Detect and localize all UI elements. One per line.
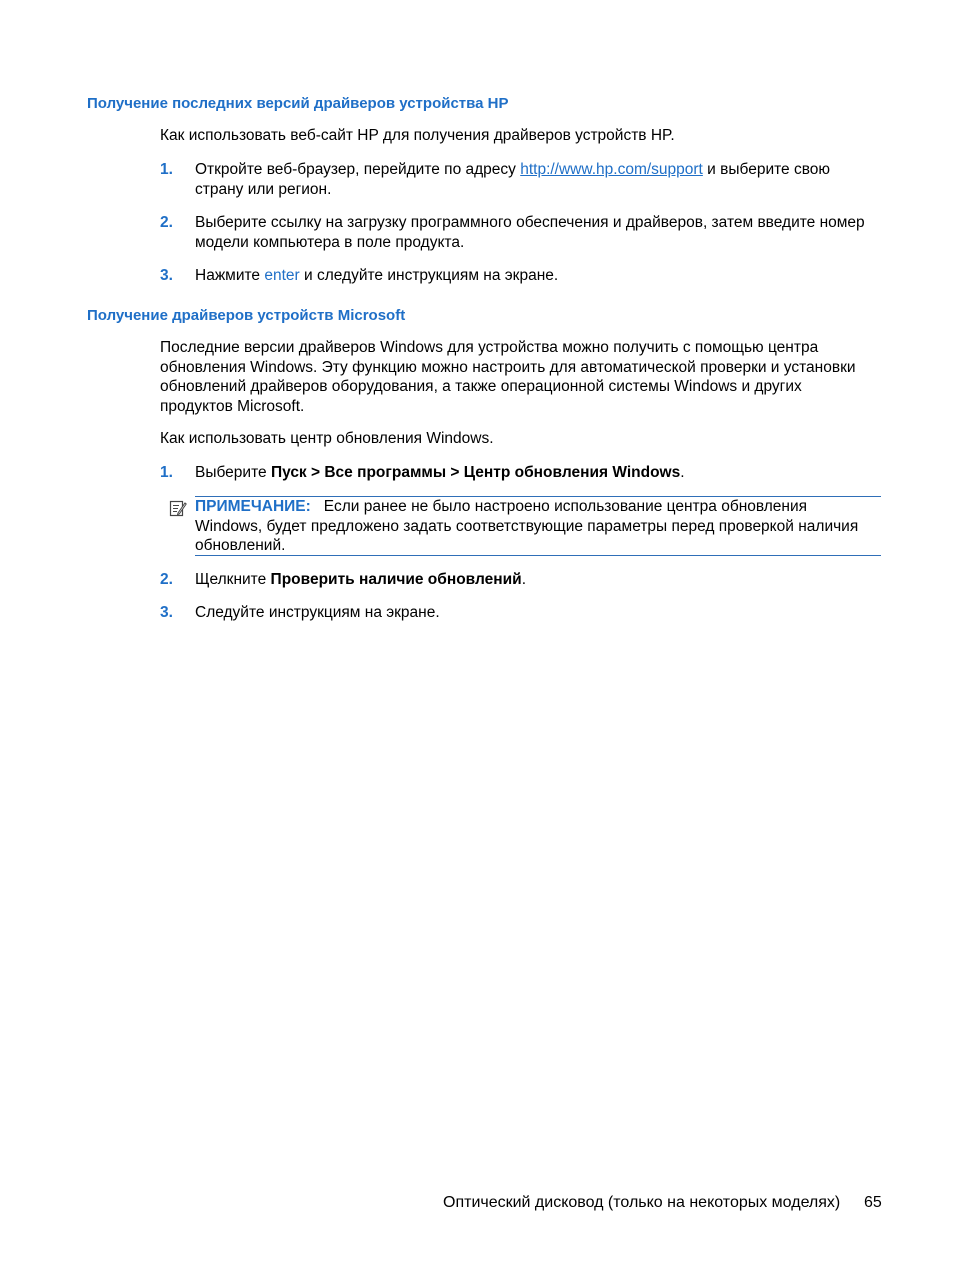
step-text-part: . [680, 464, 685, 481]
footer-title: Оптический дисковод (только на некоторых моделях) [443, 1194, 841, 1211]
paragraph-line: продуктов Microsoft. [160, 397, 305, 415]
menu-path: Пуск > Все программы > Центр обновления Windows [270, 464, 681, 481]
step-text [195, 463, 685, 483]
step-text [195, 160, 895, 199]
step-number: 1. [160, 464, 173, 481]
step-text [195, 213, 895, 252]
step-text-part: . [521, 571, 526, 588]
step-text-part: Выберите [195, 464, 271, 481]
step-number: 3. [160, 604, 173, 621]
note-bottom-rule [195, 555, 881, 556]
step-number: 3. [160, 267, 173, 284]
step-text-part: Щелкните [195, 571, 271, 588]
section-paragraph [160, 338, 890, 416]
section-heading-microsoft-drivers: Получение драйверов устройств Microsoft [87, 307, 406, 324]
note-label: ПРИМЕЧАНИЕ: [195, 498, 311, 515]
section-intro-hp: Как использовать веб-сайт HP для получения драйверов устройств HP. [160, 127, 675, 144]
button-label: Проверить наличие обновлений [270, 571, 522, 588]
paragraph-line: обновления Windows. Эту функцию можно настроить для автоматической проверки и установки [160, 358, 856, 376]
step-number: 2. [160, 571, 173, 588]
note-line: Если ранее не было настроено использование центра обновления [323, 498, 808, 515]
page-number: 65 [864, 1194, 882, 1211]
paragraph-line: обновлений драйверов оборудования, а также операционной системы Windows и других [160, 378, 802, 395]
step-text-part: страну или регион. [195, 180, 332, 198]
step-text-part: Выберите ссылку на загрузку программного обеспечения и драйверов, затем введите номер [195, 214, 865, 231]
step-number: 2. [160, 214, 173, 231]
note-line: Windows, будет предложено задать соответствующие параметры перед проверкой наличия [195, 517, 859, 535]
section-heading-hp-drivers: Получение последних версий драйверов устройства HP [87, 95, 509, 112]
step-text: Следуйте инструкциям на экране. [195, 604, 440, 621]
hp-support-link[interactable]: http://www.hp.com/support [520, 161, 703, 178]
note-icon [169, 499, 187, 517]
section-intro-windows: Как использовать центр обновления Windows. [160, 430, 494, 447]
step-text [195, 266, 558, 286]
enter-key-label: enter [264, 267, 300, 284]
step-number: 1. [160, 161, 173, 178]
step-text [195, 570, 526, 590]
step-text-part: Откройте веб-браузер, перейдите по адресу [195, 161, 521, 178]
note-line: обновлений. [195, 537, 286, 554]
step-text-part: и выберите свою [702, 161, 831, 178]
note-text [195, 497, 885, 556]
step-text-part: и следуйте инструкциям на экране. [299, 267, 559, 284]
step-text-part: Нажмите [195, 267, 265, 284]
step-text-part: модели компьютера в поле продукта. [195, 233, 465, 251]
paragraph-line: Последние версии драйверов Windows для устройства можно получить с помощью центра [160, 339, 819, 356]
